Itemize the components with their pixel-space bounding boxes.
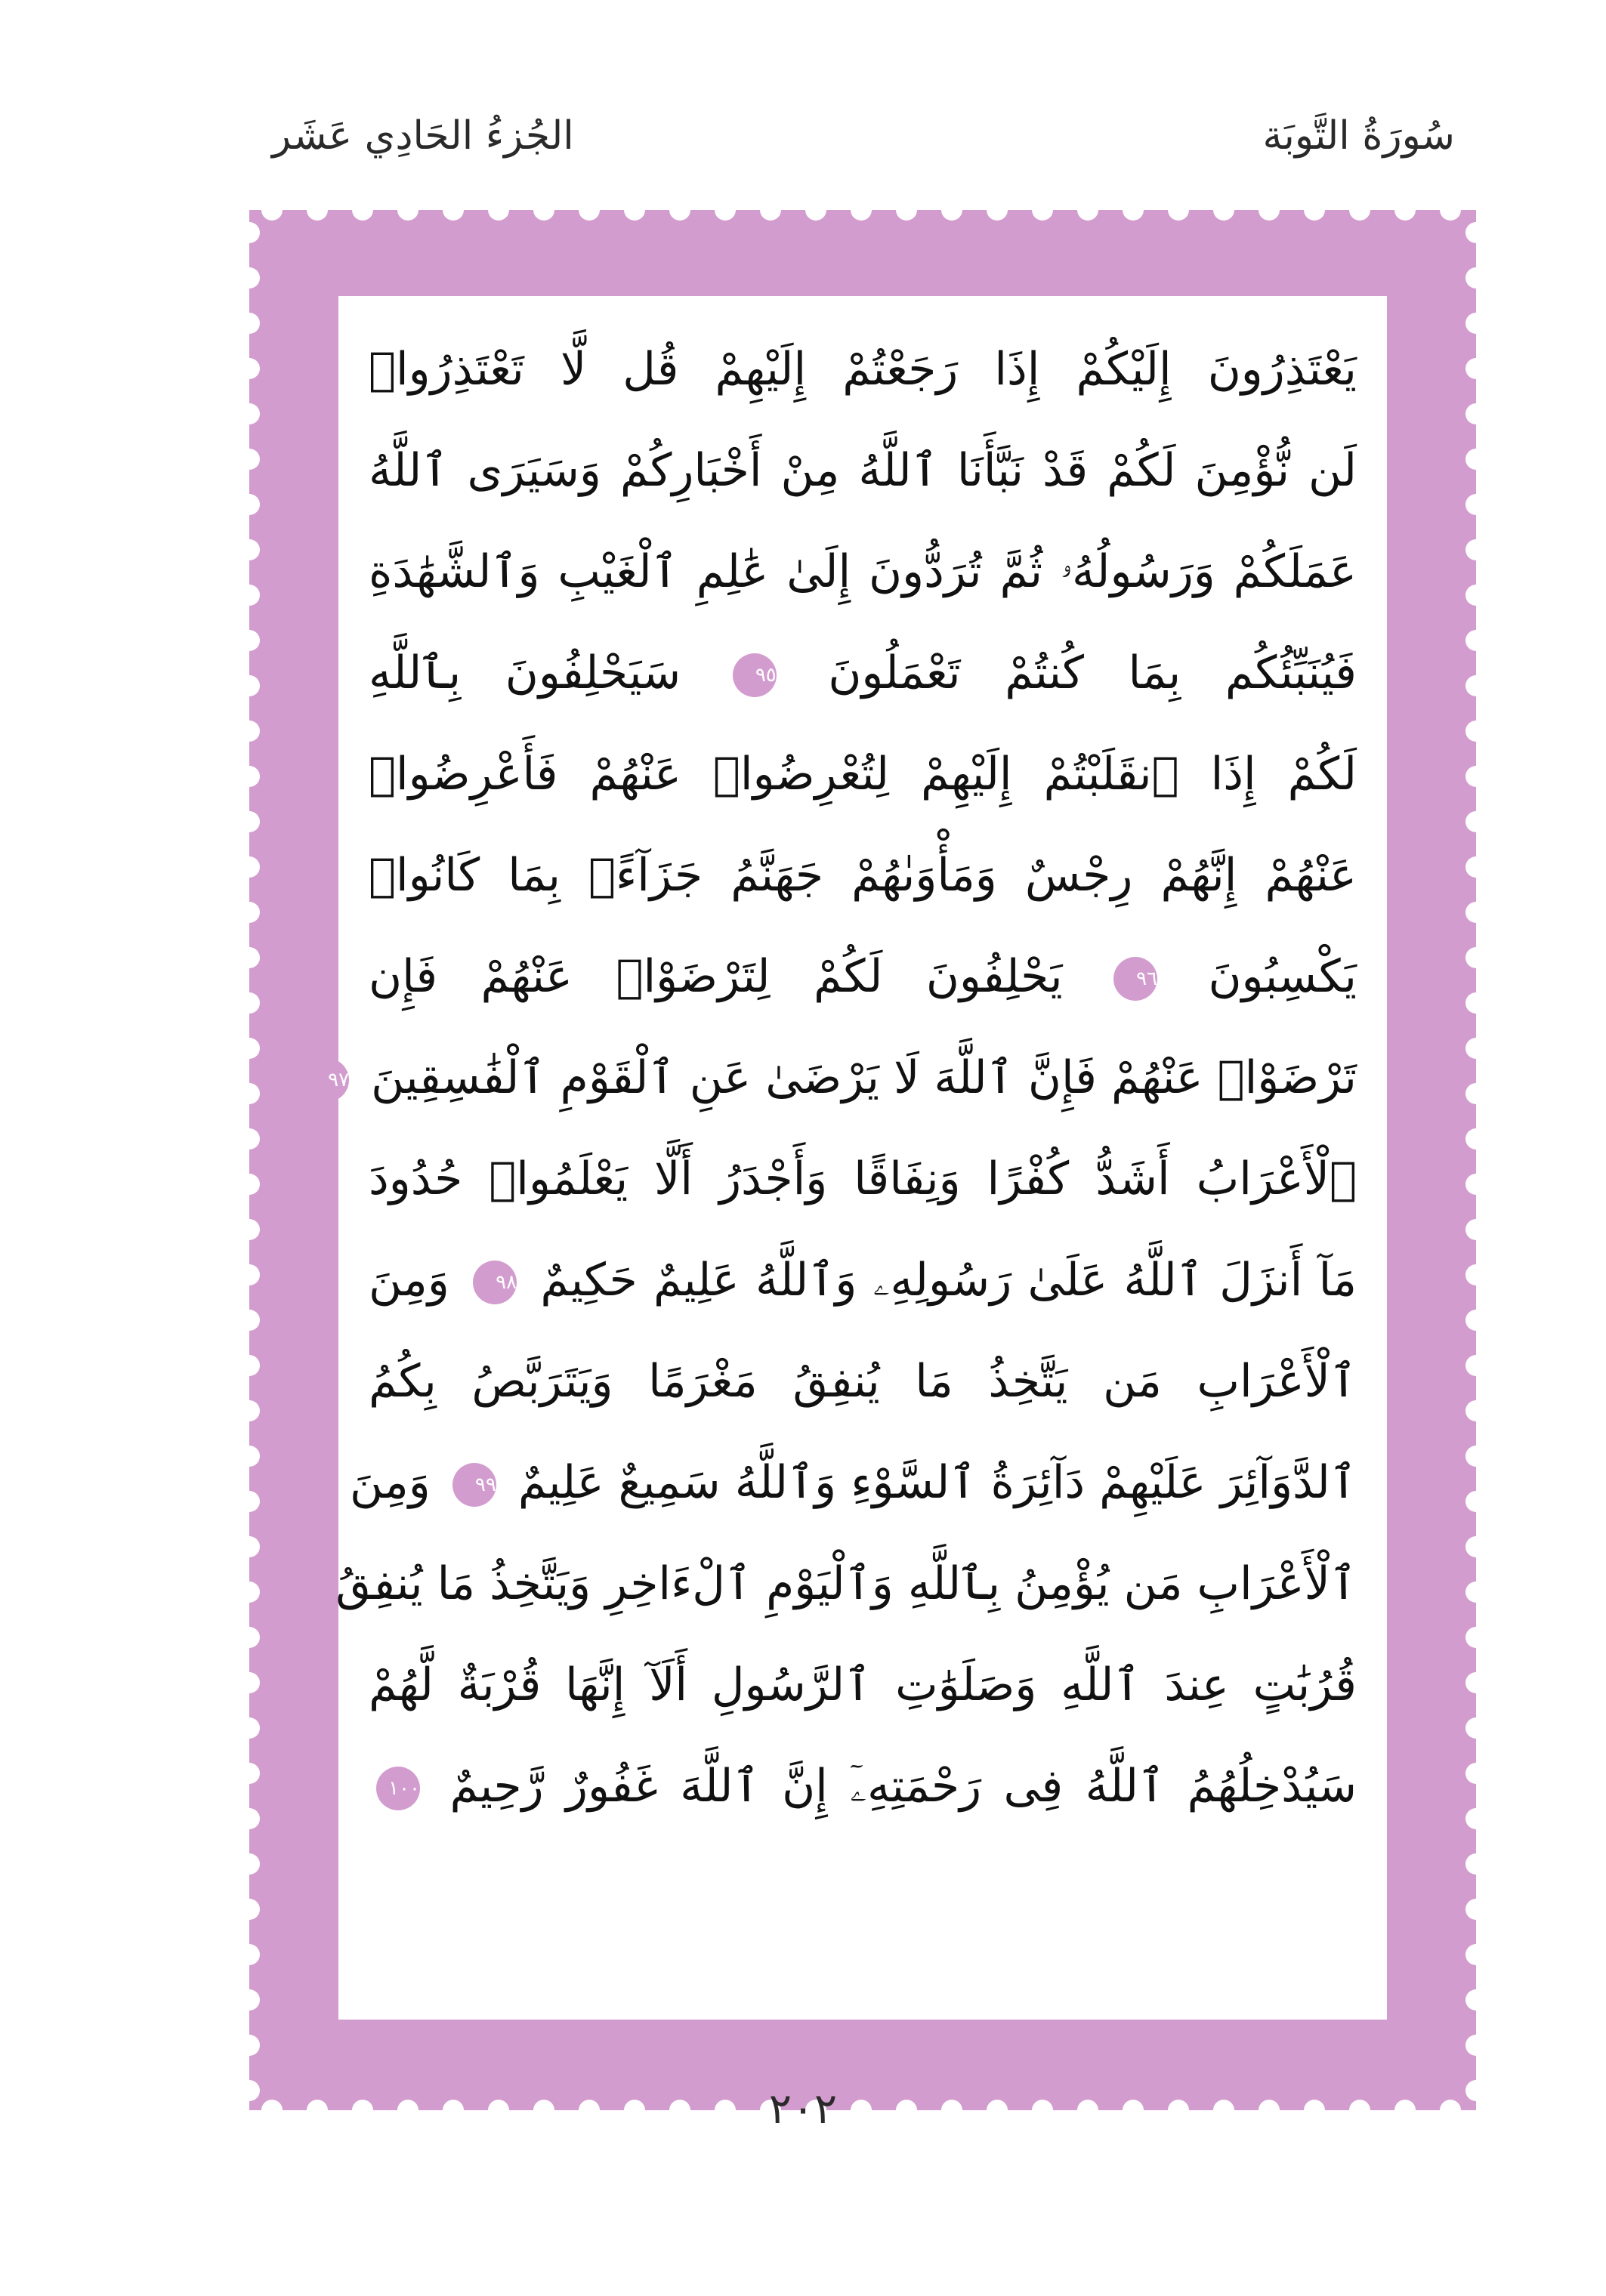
- frame-scallop: [941, 199, 962, 221]
- verse-text: يَحْلِفُونَ لَكُمْ لِتَرْضَوْا۟ عَنْهُمْ فَإِن: [369, 950, 1106, 1003]
- verse-text: يَكْسِبُونَ: [1165, 950, 1357, 1003]
- frame-scallop: [1465, 1491, 1487, 1512]
- verse-text: ٱلدَّوَآئِرَ عَلَيْهِمْ دَآئِرَةُ ٱلسَّوْءِ وَٱللَّهُ سَمِيعٌ عَلِيمٌ: [503, 1456, 1357, 1509]
- ayah-number-marker: ٩٨: [473, 1261, 517, 1304]
- ayah-number-marker: ٩٦: [1113, 957, 1157, 1001]
- frame-scallop: [1465, 811, 1487, 832]
- frame-scallop: [1465, 856, 1487, 878]
- frame-scallop: [239, 1038, 260, 1059]
- frame-scallop: [1465, 1174, 1487, 1195]
- verse-text: سَيُدْخِلُهُمُ ٱللَّهُ فِى رَحْمَتِهِۦٓ إِنَّ ٱللَّهَ غَفُورٌ رَّحِيمٌ: [428, 1760, 1357, 1813]
- frame-scallop: [1465, 585, 1487, 606]
- frame-scallop: [239, 1989, 260, 2011]
- frame-scallop: [1465, 1672, 1487, 1693]
- frame-scallop: [239, 992, 260, 1014]
- verse-text: ٱلْأَعْرَابُ أَشَدُّ كُفْرًا وَنِفَاقًا وَأَجْدَرُ أَلَّا يَعْلَمُوا۟ حُدُودَ: [369, 1153, 1357, 1205]
- frame-scallop: [1465, 1899, 1487, 1920]
- frame-scallop: [1465, 1446, 1487, 1467]
- frame-scallop: [239, 1355, 260, 1376]
- verse-line: [369, 1331, 1357, 1432]
- frame-scallop: [239, 947, 260, 968]
- frame-scallop: [579, 199, 600, 221]
- frame-scallop: [239, 1128, 260, 1150]
- verse-text: وَمِنَ: [369, 1254, 466, 1307]
- frame-scallop: [1465, 1627, 1487, 1648]
- verse-line: [328, 1027, 1357, 1128]
- page-number: ٢٠٢: [768, 2085, 838, 2134]
- frame-scallop: [239, 1310, 260, 1331]
- verse-line: [369, 1230, 1357, 1331]
- verse-line: [335, 1533, 1357, 1634]
- verse-line: [369, 926, 1357, 1027]
- frame-scallop: [624, 199, 645, 221]
- frame-scallop: [239, 449, 260, 470]
- frame-scallop: [1465, 449, 1487, 470]
- verse-text: عَنْهُمْ إِنَّهُمْ رِجْسٌ وَمَأْوَىٰهُمْ جَهَنَّمُ جَزَآءًۢ بِمَا كَانُوا۟: [369, 849, 1357, 902]
- frame-scallop: [239, 1446, 260, 1467]
- verse-text: عَمَلَكُمْ وَرَسُولُهُۥ ثُمَّ تُرَدُّونَ إِلَىٰ عَٰلِمِ ٱلْغَيْبِ وَٱلشَّهَٰدَةِ: [369, 545, 1357, 598]
- frame-scallop: [239, 539, 260, 560]
- frame-scallop: [239, 2035, 260, 2056]
- frame-scallop: [239, 721, 260, 742]
- frame-scallop: [239, 675, 260, 696]
- frame-scallop: [239, 403, 260, 424]
- frame-scallop: [715, 199, 736, 221]
- frame-scallop: [239, 1808, 260, 1829]
- frame-scallop: [987, 199, 1008, 221]
- frame-scallop: [1213, 199, 1234, 221]
- frame-scallop: [239, 1083, 260, 1104]
- frame-scallop: [896, 199, 917, 221]
- frame-scallop: [1465, 313, 1487, 334]
- frame-scallop: [1465, 2035, 1487, 2056]
- frame-scallop: [239, 1944, 260, 1965]
- frame-scallop: [1465, 494, 1487, 515]
- verse-line: [369, 1128, 1357, 1230]
- frame-scallop: [352, 199, 373, 221]
- frame-scallop: [1465, 1083, 1487, 1104]
- frame-scallop: [1465, 1310, 1487, 1331]
- frame-scallop: [1465, 630, 1487, 651]
- frame-scallop: [1465, 267, 1487, 289]
- frame-scallop: [1304, 199, 1325, 221]
- frame-scallop: [1465, 947, 1487, 968]
- frame-scallop: [1465, 1400, 1487, 1421]
- frame-scallop: [1465, 358, 1487, 379]
- verse-line: [369, 319, 1357, 420]
- frame-scallop: [239, 856, 260, 878]
- ayah-number-marker: ١٠٠: [376, 1767, 420, 1810]
- frame-scallop: [1465, 1808, 1487, 1829]
- frame-scallop: [1465, 1355, 1487, 1376]
- verse-line: [349, 1432, 1357, 1533]
- verse-line: [369, 1736, 1357, 1837]
- frame-scallop: [1465, 539, 1487, 560]
- verse-line: [369, 622, 1357, 724]
- frame-scallop: [443, 199, 464, 221]
- frame-scallop: [1465, 1038, 1487, 1059]
- verse-text: تَرْضَوْا۟ عَنْهُمْ فَإِنَّ ٱللَّهَ لَا يَرْضَىٰ عَنِ ٱلْقَوْمِ ٱلْفَٰسِقِينَ: [357, 1051, 1357, 1104]
- verse-text: مَآ أَنزَلَ ٱللَّهُ عَلَىٰ رَسُولِهِۦ وَٱللَّهُ عَلِيمٌ حَكِيمٌ: [524, 1254, 1357, 1307]
- frame-scallop: [1349, 199, 1370, 221]
- frame-scallop: [239, 1400, 260, 1421]
- frame-scallop: [760, 199, 781, 221]
- juz-title: الجُزءُ الحَادِي عَشَر: [272, 113, 574, 159]
- frame-scallop: [1465, 1536, 1487, 1557]
- verse-text: وَمِنَ: [349, 1456, 445, 1509]
- frame-scallop: [239, 811, 260, 832]
- frame-scallop: [239, 494, 260, 515]
- frame-scallop: [488, 199, 509, 221]
- verse-text: يَعْتَذِرُونَ إِلَيْكُمْ إِذَا رَجَعْتُمْ إِلَيْهِمْ قُل لَّا تَعْتَذِرُوا۟: [369, 343, 1357, 396]
- verse-lines: [328, 319, 1357, 1837]
- frame-scallop: [239, 222, 260, 243]
- frame-scallop: [261, 199, 283, 221]
- frame-scallop: [1465, 1989, 1487, 2011]
- verse-line: [369, 1634, 1357, 1736]
- frame-scallop: [307, 199, 328, 221]
- frame-scallop: [1077, 199, 1098, 221]
- frame-scallop: [239, 1536, 260, 1557]
- frame-scallop: [239, 1672, 260, 1693]
- verse-line: [369, 420, 1357, 521]
- verse-text: سَيَحْلِفُونَ بِٱللَّهِ: [369, 647, 725, 699]
- verse-text: ٱلْأَعْرَابِ مَن يُؤْمِنُ بِٱللَّهِ وَٱلْيَوْمِ ٱلْءَاخِرِ وَيَتَّخِذُ مَا يُنفِقُ: [335, 1557, 1357, 1610]
- frame-scallop: [239, 1899, 260, 1920]
- ayah-number-marker: ٩٩: [452, 1463, 496, 1507]
- verse-text: لَكُمْ إِذَا ٱنقَلَبْتُمْ إِلَيْهِمْ لِتُعْرِضُوا۟ عَنْهُمْ فَأَعْرِضُوا۟: [369, 748, 1357, 801]
- frame-scallop: [1465, 1264, 1487, 1285]
- frame-scallop: [239, 1582, 260, 1603]
- frame-scallop: [1465, 902, 1487, 923]
- frame-scallop: [805, 199, 826, 221]
- frame-scallop: [533, 199, 554, 221]
- frame-scallop: [239, 1627, 260, 1648]
- ayah-number-marker: ٩٧: [305, 1058, 349, 1102]
- frame-scallop: [239, 585, 260, 606]
- frame-scallop: [1465, 721, 1487, 742]
- frame-scallop: [239, 902, 260, 923]
- frame-scallop: [1465, 675, 1487, 696]
- frame-scallop: [1465, 766, 1487, 787]
- frame-scallop: [1465, 403, 1487, 424]
- verse-line: [369, 825, 1357, 926]
- frame-scallop: [1465, 1219, 1487, 1240]
- frame-scallop: [239, 630, 260, 651]
- frame-scallop: [1465, 1582, 1487, 1603]
- frame-scallop: [239, 1717, 260, 1739]
- frame-scallop: [239, 1853, 260, 1875]
- verse-text: ٱلْأَعْرَابِ مَن يَتَّخِذُ مَا يُنفِقُ مَغْرَمًا وَيَتَرَبَّصُ بِكُمُ: [369, 1355, 1357, 1408]
- frame-scallop: [1465, 1128, 1487, 1150]
- frame-scallop: [1465, 222, 1487, 243]
- frame-scallop: [851, 199, 872, 221]
- frame-scallop: [397, 199, 418, 221]
- frame-scallop: [239, 1174, 260, 1195]
- frame-scallop: [1465, 1853, 1487, 1875]
- verse-line: [369, 724, 1357, 825]
- frame-scallop: [1394, 199, 1416, 221]
- frame-scallop: [239, 267, 260, 289]
- frame-scallop: [239, 1491, 260, 1512]
- frame-scallop: [1465, 1763, 1487, 1784]
- frame-scallop: [1465, 1717, 1487, 1739]
- verse-text: قُرُبَٰتٍ عِندَ ٱللَّهِ وَصَلَوَٰتِ ٱلرَّسُولِ أَلَآ إِنَّهَا قُرْبَةٌ لَّهُمْ: [369, 1659, 1357, 1711]
- verse-text: لَن نُّؤْمِنَ لَكُمْ قَدْ نَبَّأَنَا ٱللَّهُ مِنْ أَخْبَارِكُمْ وَسَيَرَى ٱللَّهُ: [369, 444, 1357, 497]
- frame-scallop: [239, 1219, 260, 1240]
- frame-scallop: [1123, 199, 1144, 221]
- frame-scallop: [239, 1264, 260, 1285]
- frame-scallop: [239, 766, 260, 787]
- frame-scallop: [1465, 992, 1487, 1014]
- frame-scallop: [1465, 1944, 1487, 1965]
- verse-text: فَيُنَبِّئُكُم بِمَا كُنتُمْ تَعْمَلُونَ: [783, 647, 1357, 699]
- frame-scallop: [239, 313, 260, 334]
- verse-panel: [328, 296, 1387, 2020]
- frame-scallop: [669, 199, 690, 221]
- frame-scallop: [1032, 199, 1053, 221]
- frame-scallop: [239, 1763, 260, 1784]
- frame-scallop: [1259, 199, 1280, 221]
- ayah-number-marker: ٩٥: [733, 653, 777, 697]
- frame-scallop: [1168, 199, 1189, 221]
- frame-scallop: [1440, 199, 1461, 221]
- frame-scallop: [239, 358, 260, 379]
- surah-title: سُورَةُ التَّوبَة: [1262, 113, 1455, 159]
- verse-line: [369, 521, 1357, 622]
